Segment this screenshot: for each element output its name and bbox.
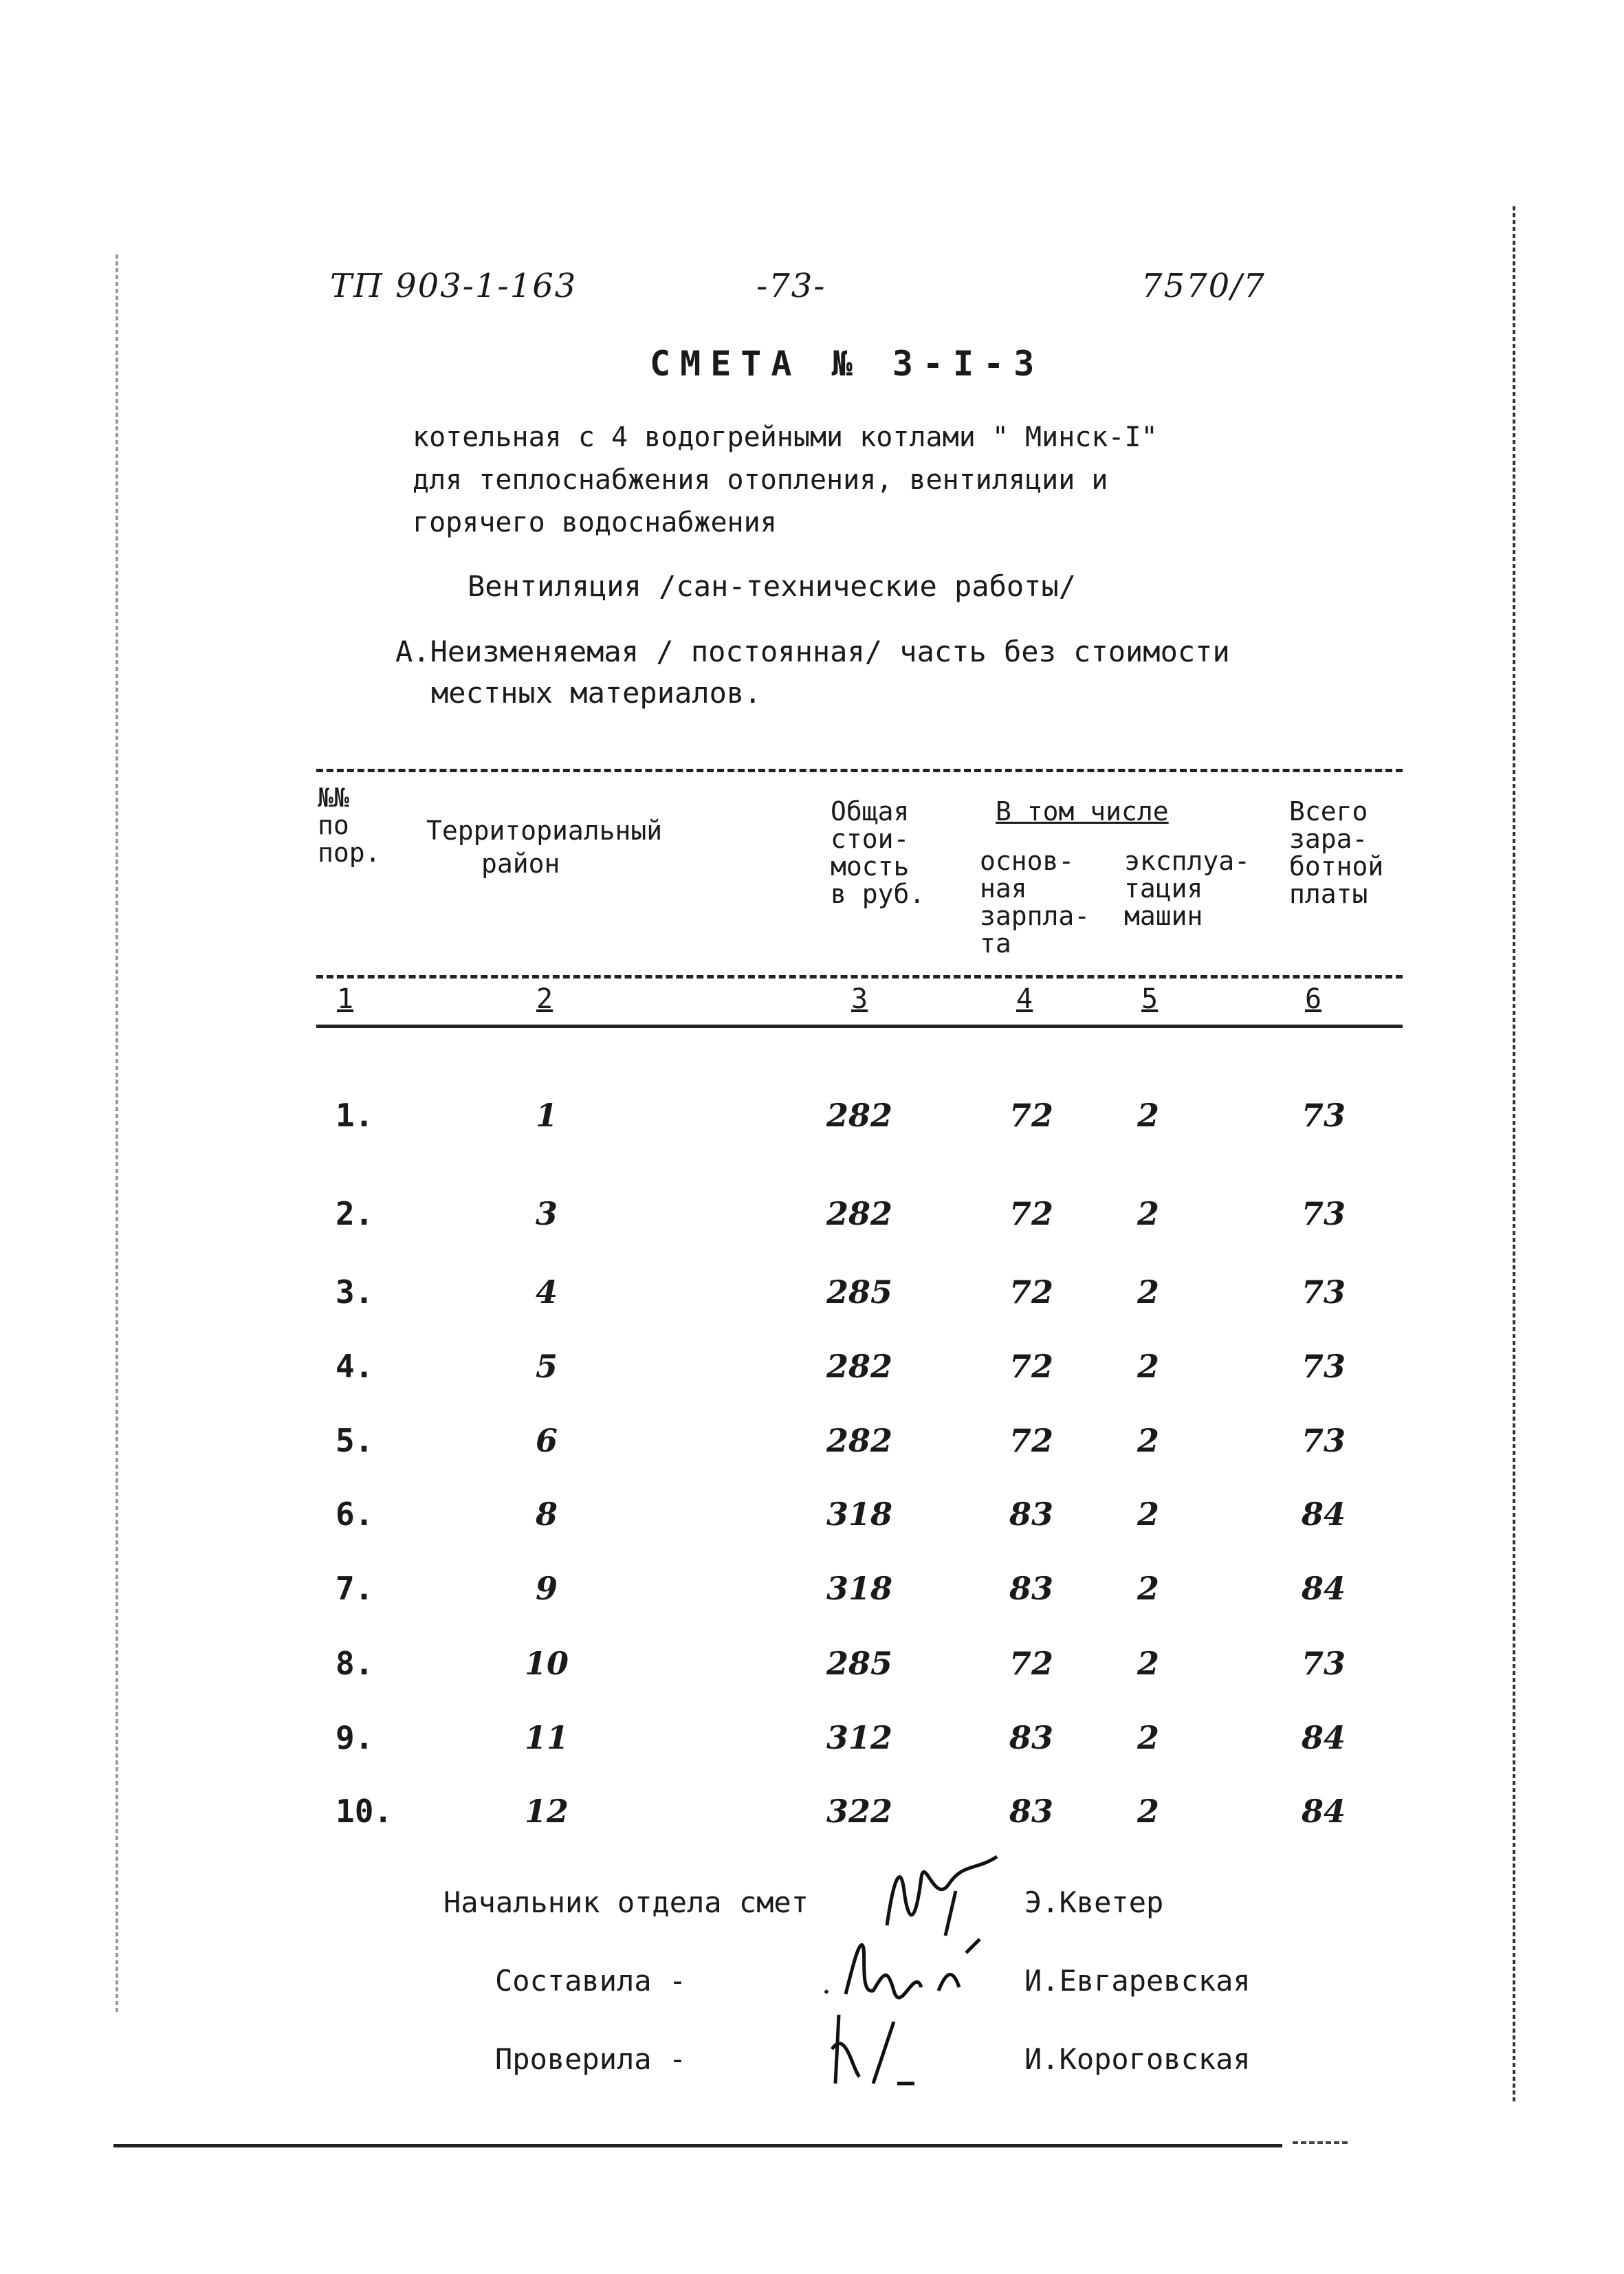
row-number: 5. — [336, 1422, 374, 1459]
estimate-description — [413, 416, 1375, 544]
row-total-cost: 282 — [826, 1422, 893, 1459]
row-base-wage: 83 — [1009, 1793, 1053, 1830]
row-base-wage: 72 — [1009, 1348, 1053, 1385]
row-total-wage: 84 — [1301, 1570, 1346, 1607]
header-including: В том числе — [996, 796, 1169, 827]
description-line: котельная с 4 водогрейными котлами " Минск-I" — [413, 422, 1158, 453]
row-number: 6. — [336, 1496, 374, 1533]
signature-role: Проверила - — [495, 2042, 687, 2076]
row-total-cost: 322 — [826, 1793, 893, 1830]
row-machine-operation: 2 — [1137, 1097, 1159, 1134]
document-number: 7570/7 — [1141, 267, 1266, 305]
header-row-number: №№ по пор. — [318, 783, 381, 868]
row-machine-operation: 2 — [1137, 1422, 1159, 1459]
description-line: горячего водоснабжения — [413, 507, 777, 538]
signature-name: И.Короговская — [1024, 2042, 1251, 2076]
row-total-wage: 84 — [1301, 1793, 1346, 1830]
row-number: 7. — [336, 1570, 374, 1607]
row-number: 1. — [336, 1097, 374, 1134]
column-number: 5 — [1141, 983, 1159, 1015]
estimate-title: СМЕТА № 3-I-3 — [650, 344, 1044, 384]
row-total-cost: 282 — [826, 1348, 893, 1385]
header-total-cost: Общая стои- мость в руб. — [831, 796, 925, 909]
signature-name: Э.Кветер — [1024, 1885, 1164, 1919]
row-district: 10 — [524, 1645, 569, 1682]
row-machine-operation: 2 — [1137, 1496, 1159, 1533]
row-base-wage: 83 — [1009, 1496, 1053, 1533]
row-district: 4 — [535, 1273, 558, 1311]
row-number: 9. — [336, 1719, 374, 1756]
row-base-wage: 83 — [1009, 1570, 1053, 1607]
row-total-cost: 282 — [826, 1097, 893, 1134]
section-title: Вентиляция /сан-технические работы/ — [468, 569, 1077, 603]
row-total-wage: 73 — [1301, 1273, 1346, 1311]
table-colnum-rule — [316, 1025, 1403, 1028]
row-district: 5 — [535, 1348, 558, 1385]
scan-edge-right — [1513, 206, 1515, 2104]
column-number: 1 — [337, 983, 354, 1015]
part-a-line: местных материалов. — [431, 676, 762, 710]
row-district: 1 — [535, 1097, 558, 1134]
column-number: 3 — [851, 983, 868, 1015]
description-line: для теплоснабжения отопления, вентиляции и — [413, 464, 1108, 496]
row-total-cost: 285 — [826, 1645, 893, 1682]
row-total-cost: 318 — [826, 1496, 893, 1533]
row-machine-operation: 2 — [1137, 1793, 1159, 1830]
column-number: 6 — [1305, 983, 1322, 1015]
row-total-wage: 73 — [1301, 1422, 1346, 1459]
table-header-rule — [316, 975, 1403, 979]
header-total-wage: Всего зара- ботной платы — [1289, 796, 1384, 909]
column-number: 2 — [536, 983, 553, 1015]
row-total-wage: 73 — [1301, 1348, 1346, 1385]
row-base-wage: 72 — [1009, 1195, 1053, 1232]
row-base-wage: 72 — [1009, 1645, 1053, 1682]
row-number: 2. — [336, 1195, 374, 1232]
row-machine-operation: 2 — [1137, 1645, 1159, 1682]
row-total-cost: 312 — [826, 1719, 893, 1756]
row-district: 9 — [535, 1570, 558, 1607]
row-total-wage: 84 — [1301, 1719, 1346, 1756]
row-base-wage: 72 — [1009, 1097, 1053, 1134]
row-district: 6 — [535, 1422, 558, 1459]
row-district: 3 — [535, 1195, 558, 1232]
scan-edge-left — [116, 254, 118, 2015]
row-number: 4. — [336, 1348, 374, 1385]
row-total-wage: 84 — [1301, 1496, 1346, 1533]
row-total-cost: 285 — [826, 1273, 893, 1311]
bottom-rule-dashed — [1293, 2141, 1348, 2144]
row-machine-operation: 2 — [1137, 1570, 1159, 1607]
row-district: 12 — [524, 1793, 569, 1830]
signature-scribble-3 — [818, 2008, 928, 2090]
row-base-wage: 72 — [1009, 1273, 1053, 1311]
column-number: 4 — [1016, 983, 1033, 1015]
row-machine-operation: 2 — [1137, 1348, 1159, 1385]
part-a-heading — [395, 631, 1413, 714]
row-machine-operation: 2 — [1137, 1273, 1159, 1311]
row-total-wage: 73 — [1301, 1195, 1346, 1232]
signature-handwritten — [818, 2008, 928, 2093]
row-machine-operation: 2 — [1137, 1719, 1159, 1756]
signature-role: Начальник отдела смет — [443, 1885, 809, 1919]
row-total-cost: 318 — [826, 1570, 893, 1607]
signature-handwritten — [818, 1925, 997, 2011]
signature-name: И.Евгаревская — [1024, 1964, 1251, 1998]
row-total-wage: 73 — [1301, 1645, 1346, 1682]
signature-role: Составила - — [495, 1964, 687, 1998]
row-total-wage: 73 — [1301, 1097, 1346, 1134]
document-code: ТП 903-1-163 — [330, 267, 578, 305]
row-number: 10. — [336, 1793, 393, 1830]
row-base-wage: 72 — [1009, 1422, 1053, 1459]
row-number: 3. — [336, 1273, 374, 1311]
header-base-wage: основ- ная зарпла- та — [980, 846, 1090, 959]
signature-scribble-2 — [818, 1925, 997, 2008]
row-district: 11 — [524, 1719, 569, 1756]
table-top-rule — [316, 769, 1403, 772]
row-total-cost: 282 — [826, 1195, 893, 1232]
row-base-wage: 83 — [1009, 1719, 1053, 1756]
header-district: Территориальный район — [426, 816, 663, 879]
page-number: -73- — [756, 267, 826, 305]
row-number: 8. — [336, 1645, 374, 1682]
part-a-line: А.Неизменяемая / постоянная/ часть без стоимости — [395, 635, 1230, 668]
row-district: 8 — [535, 1496, 558, 1533]
header-machine-operation: эксплуа- тация машин — [1124, 846, 1251, 931]
bottom-rule — [113, 2144, 1282, 2147]
row-machine-operation: 2 — [1137, 1195, 1159, 1232]
